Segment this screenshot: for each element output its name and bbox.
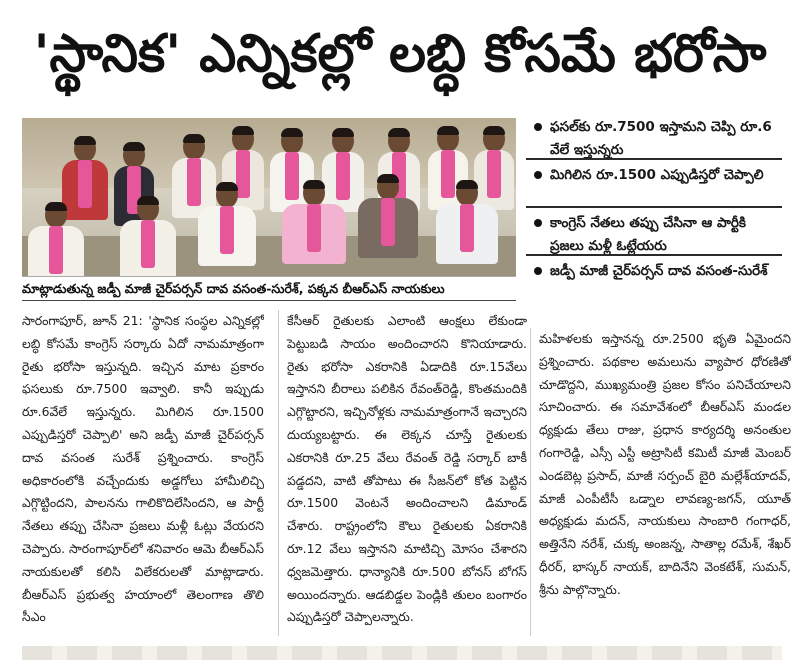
highlight-item: [526, 160, 782, 208]
article-paragraph: కేసీఆర్ రైతులకు ఎలాంటి ఆంక్షలు లేకుండా పెట్టుబడి సాయం అందించారని కొనియాడారు. రైతు భరోసా ఎకరానికి ఏడాదికి రూ.15వేలు ఇస్తానని బీరాలు పలికిన రేవంత్‌రెడ్డి, కొంతమందికి ఎగ్గొట్టారని, ఇచ్చినోళ్లకు నామమాత్రంగానే ఇచ్చారని దుయ్యబట్టారు. ఈ లెక్కన చూస్తే రైతులకు ఎకరానికి రూ.25 వేలు రేవంత్ రెడ్డి సర్కార్ బాకీ పడ్డదని, వాటి తోపాటు ఈ సీజన్‌లో కోత పెట్టిన రూ.1500 వెంటనే అందించాలని డిమాండ్ చేశారు. రాష్ట్రంలోని కౌలు రైతులకు ఏకరానికి రూ.12 వేలు ఇస్తానని మాటిచ్చి మోసం చేశారని ధ్వజమెత్తారు. ధాన్యానికి రూ.500 బోనస్ బోగస్ అయిందన్నారు. ఆడబిడ్డల పెండ్లికి తులం బంగారం ఎప్పుడిస్తరో చెప్పాలన్నారు.: [287, 313, 527, 625]
highlight-text: జడ్పీ మాజీ చైర్‌పర్సన్ దావ వసంత-సురేశ్: [550, 263, 768, 279]
highlights-box: [526, 112, 782, 302]
highlight-item: [526, 208, 782, 256]
bullet-icon: [534, 123, 542, 131]
bullet-icon: [534, 267, 542, 275]
article-paragraph: మహిళలకు ఇస్తానన్న రూ.2500 భృతి ఏమైందని ప్రశ్నించారు. పథకాల అమలును వ్యాపార ధోరణితో చూడొద్దని, ముఖ్యమంత్రి ప్రజల కోసం పనిచేయాలని సూచించారు. ఈ సమావేశంలో బీఆర్ఎస్ మండల ధ్యక్షుడు తేలు రాజు, ప్రధాన కార్యదర్శి అనంతుల గంగారెడ్డి, ఎస్సీ ఎస్టీ అట్రాసిటీ కమిటీ మాజీ మెంబర్ ఎండబెట్ల ప్రసాద్, మాజీ సర్పంచ్ బైరి మల్లేశ్‌యాదవ్, మాజీ ఎంపీటీసీ ఒడ్నాల లావణ్య-జగన్, యూత్ అధ్యక్షుడు మదన్, నాయకులు సాంబారి గంగాధర్, అత్తినేని నరేశ్, చుక్క అంజన్న, సాతాల్ల రమేశ్, శేఖర్ ధీరర్, భాస్కర్ నాయక్, బాదినేని వెంకటేశ్, సుమన్, శ్రీను పాల్గొన్నారు.: [539, 331, 791, 597]
next-article-strip: [22, 646, 782, 660]
article-paragraph: సారంగాపూర్, జూన్ 21: 'స్థానిక సంస్థల ఎన్నికల్లో లబ్ధి కోసమే కాంగ్రెస్ సర్కారు ఏదో నామమాత్రంగా రైతు భరోసా ఇస్తున్నది. ఇచ్చిన మాట ప్రకారం ఫసలుకు రూ.7500 ఇవ్వాలి. కానీ ఇప్పుడు రూ.6వేలే ఇస్తున్నరు. మిగిలిన రూ.1500 ఎప్పుడిస్తరో చెప్పాలి' అని జడ్పీ మాజీ చైర్‌పర్సన్ దావ వసంత సురేశ్ ప్రశ్నించారు. కాంగ్రెస్ అధికారంలోకి వచ్చేందుకు అడ్డగోలు హామీలిచ్చి ఎగ్గొట్టిందని, పాలనను గాలికొదిలేసిందని, ఆ పార్టీ నేతలు తప్పు చేసినా ప్రజలు మళ్లీ ఓట్లు వేయరని చెప్పారు. సారంగాపూర్‌లో శనివారం ఆమె బీఆర్ఎస్ నాయకులతో కలిసి విలేకరులతో మాట్లాడారు. బీఆర్ఎస్ ప్రభుత్వ హయాంలో తెలంగాణ తొలి సీఎం: [22, 313, 264, 625]
photo-caption: మాట్లాడుతున్న జడ్పీ మాజీ చైర్‌పర్సన్ దావ వసంత-సురేశ్, పక్కన బీఆర్ఎస్ నాయకులు: [22, 278, 516, 301]
bullet-icon: [534, 171, 542, 179]
highlight-item: [526, 112, 782, 160]
highlight-text: ఫసల్‌కు రూ.7500 ఇస్తామని చెప్పి రూ.6 వేలే ఇస్తున్నరు: [550, 119, 772, 158]
article-column-3: [530, 328, 791, 636]
news-photo: [22, 118, 516, 277]
article-body: [22, 304, 791, 636]
article-column-2: [278, 310, 527, 636]
headline: 'స్థానిక' ఎన్నికల్లో లబ్ధి కోసమే భరోసా: [33, 24, 767, 84]
article-column-1: [22, 310, 264, 636]
bullet-icon: [534, 219, 542, 227]
highlight-text: కాంగ్రెస్ నేతలు తప్పు చేసినా ఆ పార్టీకి ప్రజలు మళ్లీ ఓట్లేయరు: [550, 215, 746, 254]
highlight-item: [526, 256, 782, 302]
highlight-text: మిగిలిన రూ.1500 ఎప్పుడిస్తరో చెప్పాలి: [550, 167, 764, 183]
